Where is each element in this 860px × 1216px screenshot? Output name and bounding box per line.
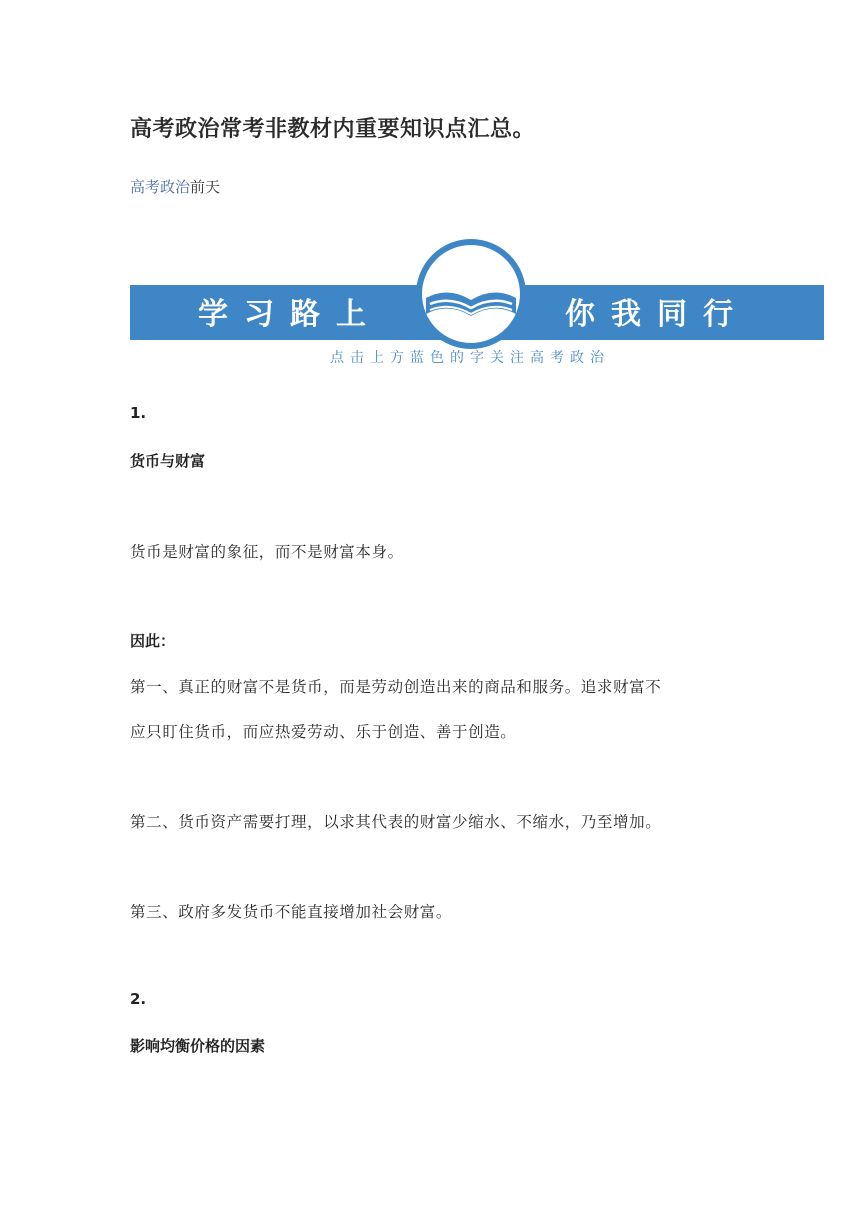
- paragraph: 第二、货币资产需要打理，以求其代表的财富少缩水、不缩水，乃至增加。: [130, 813, 662, 831]
- section-heading: 货币与财富: [130, 452, 206, 470]
- section-number: 2.: [130, 990, 147, 1008]
- follow-banner[interactable]: [130, 236, 824, 370]
- banner-right-text: 你我同行: [565, 297, 749, 332]
- paragraph-line: 应只盯住货币，而应热爱劳动、乐于创造、善于创造。: [130, 723, 517, 741]
- banner-circle: [419, 242, 523, 346]
- article-title: 高考政治常考非教材内重要知识点汇总。: [130, 117, 536, 142]
- article-meta: [130, 176, 220, 197]
- banner-graphic: [130, 236, 824, 370]
- section-heading: 影响均衡价格的因素: [130, 1037, 266, 1055]
- paragraph: 第三、政府多发货币不能直接增加社会财富。: [130, 903, 453, 921]
- section-number: 1.: [130, 404, 147, 422]
- source-account-link[interactable]: 高考政治: [130, 178, 191, 196]
- paragraph-lead: 因此：: [130, 632, 176, 650]
- banner-caption: 点击上方蓝色的字关注高考政治: [330, 350, 610, 366]
- banner-left-text: 学习路上: [198, 297, 382, 332]
- publish-time: 前天: [190, 178, 221, 196]
- paragraph-line: 第一、真正的财富不是货币，而是劳动创造出来的商品和服务。追求财富不: [130, 678, 662, 696]
- paragraph: 货币是财富的象征，而不是财富本身。: [130, 543, 404, 561]
